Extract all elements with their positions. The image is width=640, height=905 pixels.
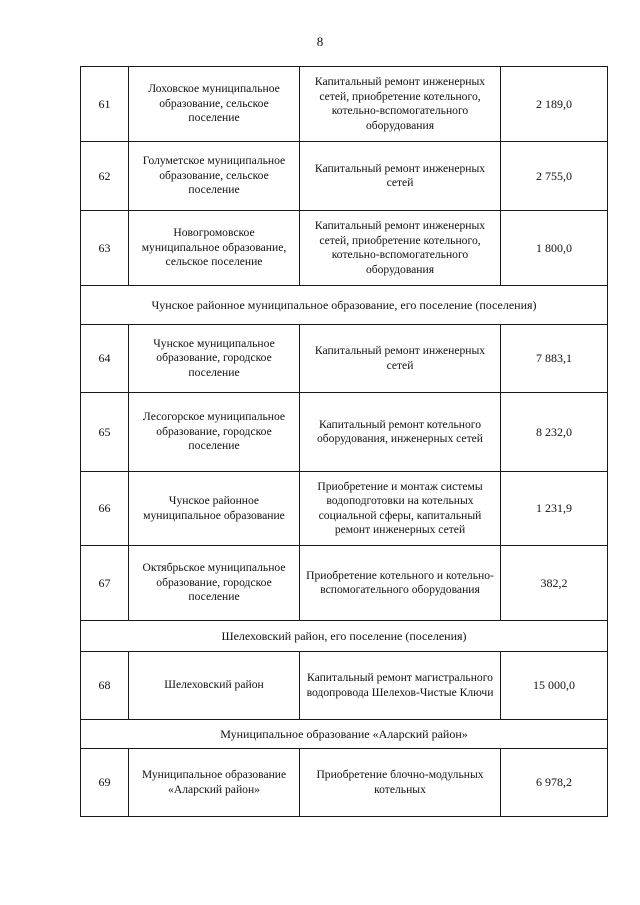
- row-number-cell: 68: [81, 652, 129, 720]
- municipality-cell: Голуметское муниципальное образование, сельское поселение: [129, 142, 300, 211]
- work-description-cell: Капитальный ремонт инженерных сетей: [300, 142, 501, 211]
- work-description-cell: Приобретение блочно-модульных котельных: [300, 749, 501, 817]
- amount-cell: 2 189,0: [501, 67, 608, 142]
- page-number: 8: [316, 34, 324, 49]
- row-number-cell: 65: [81, 393, 129, 472]
- table-body: [81, 67, 608, 817]
- section-header-cell: Муниципальное образование «Аларский район»: [81, 720, 608, 749]
- row-number-cell: 64: [81, 325, 129, 393]
- work-description-cell: Капитальный ремонт котельного оборудования, инженерных сетей: [300, 393, 501, 472]
- municipality-cell: Чунское районное муниципальное образование: [129, 472, 300, 546]
- table-row: [81, 546, 608, 621]
- table-row: [81, 652, 608, 720]
- work-description-cell: Капитальный ремонт инженерных сетей, приобретение котельного, котельно-вспомогательного оборудования: [300, 67, 501, 142]
- work-description-cell: Капитальный ремонт инженерных сетей, приобретение котельного, котельно-вспомогательного оборудования: [300, 211, 501, 286]
- row-number-cell: 67: [81, 546, 129, 621]
- amount-cell: 382,2: [501, 546, 608, 621]
- municipality-cell: Шелеховский район: [129, 652, 300, 720]
- work-description-cell: Капитальный ремонт инженерных сетей: [300, 325, 501, 393]
- row-number-cell: 69: [81, 749, 129, 817]
- amount-cell: 7 883,1: [501, 325, 608, 393]
- amount-cell: 6 978,2: [501, 749, 608, 817]
- section-header-cell: Шелеховский район, его поселение (поселения): [81, 621, 608, 652]
- row-number-cell: 66: [81, 472, 129, 546]
- work-description-cell: Приобретение котельного и котельно-вспомогательного оборудования: [300, 546, 501, 621]
- work-description-cell: Приобретение и монтаж системы водоподготовки на котельных социальной сферы, капитальный ремонт инженерных сетей: [300, 472, 501, 546]
- table-row: [81, 211, 608, 286]
- amount-cell: 15 000,0: [501, 652, 608, 720]
- section-header-row: [81, 286, 608, 325]
- section-header-cell: Чунское районное муниципальное образование, его поселение (поселения): [81, 286, 608, 325]
- municipality-cell: Лесогорское муниципальное образование, городское поселение: [129, 393, 300, 472]
- amount-cell: 2 755,0: [501, 142, 608, 211]
- row-number-cell: 61: [81, 67, 129, 142]
- municipality-cell: Октябрьское муниципальное образование, городское поселение: [129, 546, 300, 621]
- amount-cell: 8 232,0: [501, 393, 608, 472]
- section-header-row: [81, 720, 608, 749]
- municipality-cell: Чунское муниципальное образование, городское поселение: [129, 325, 300, 393]
- row-number-cell: 62: [81, 142, 129, 211]
- row-number-cell: 63: [81, 211, 129, 286]
- municipality-cell: Муниципальное образование «Аларский район»: [129, 749, 300, 817]
- section-header-row: [81, 621, 608, 652]
- table-row: [81, 325, 608, 393]
- municipality-cell: Лоховское муниципальное образование, сельское поселение: [129, 67, 300, 142]
- table-row: [81, 749, 608, 817]
- table-row: [81, 67, 608, 142]
- work-description-cell: Капитальный ремонт магистрального водопровода Шелехов-Чистые Ключи: [300, 652, 501, 720]
- amount-cell: 1 800,0: [501, 211, 608, 286]
- table-row: [81, 393, 608, 472]
- municipality-cell: Новогромовское муниципальное образование, сельское поселение: [129, 211, 300, 286]
- table-row: [81, 472, 608, 546]
- table-row: [81, 142, 608, 211]
- appropriation-table: [80, 66, 608, 817]
- amount-cell: 1 231,9: [501, 472, 608, 546]
